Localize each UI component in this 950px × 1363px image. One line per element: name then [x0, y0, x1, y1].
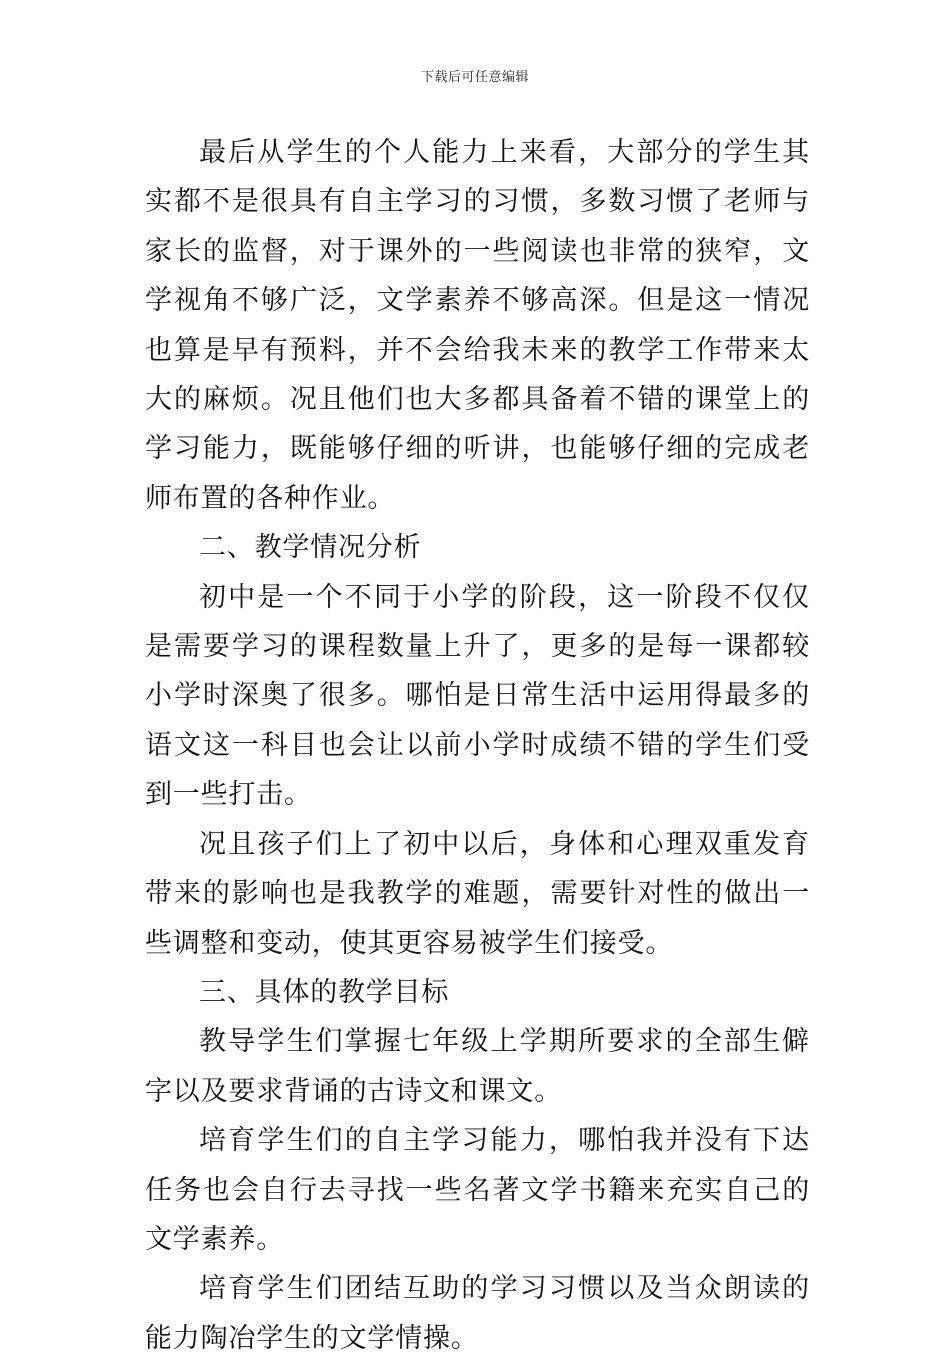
paragraph-goal-cooperation: 培育学生们团结互助的学习习惯以及当众朗读的能力陶冶学生的文学情操。	[145, 1273, 810, 1354]
paragraph-goal-self-study: 培育学生们的自主学习能力，哪怕我并没有下达任务也会自行去寻找一些名著文学书籍来充实自己的文学素养。	[145, 1125, 810, 1255]
section-heading-teaching-goals: 三、具体的教学目标	[199, 976, 450, 1008]
paragraph-junior-high-stage: 初中是一个不同于小学的阶段，这一阶段不仅仅是需要学习的课程数量上升了，更多的是每一课都较小学时深奥了很多。哪怕是日常生活中运用得最多的语文这一科目也会让以前小学时成绩不错的学生们受到一些打击。	[145, 581, 810, 811]
paragraph-student-ability: 最后从学生的个人能力上来看，大部分的学生其实都不是很具有自主学习的习惯，多数习惯了老师与家长的监督，对于课外的一些阅读也非常的狭窄，文学视角不够广泛，文学素养不够高深。但是这一情况也算是早有预料，并不会给我未来的教学工作带来太大的麻烦。况且他们也大多都具备着不错的课堂上的学习能力，既能够仔细的听讲，也能够仔细的完成老师布置的各种作业。	[145, 137, 810, 514]
document-body	[145, 128, 810, 1363]
header-note: 下载后可任意编辑	[420, 70, 529, 85]
paragraph-development-impact: 况且孩子们上了初中以后，身体和心理双重发育带来的影响也是我教学的难题，需要针对性的做出一些调整和变动，使其更容易被学生们接受。	[145, 828, 810, 959]
section-heading-teaching-analysis: 二、教学情况分析	[199, 532, 422, 564]
paragraph-goal-characters: 教导学生们掌握七年级上学期所要求的全部生僻字以及要求背诵的古诗文和课文。	[145, 1026, 810, 1107]
